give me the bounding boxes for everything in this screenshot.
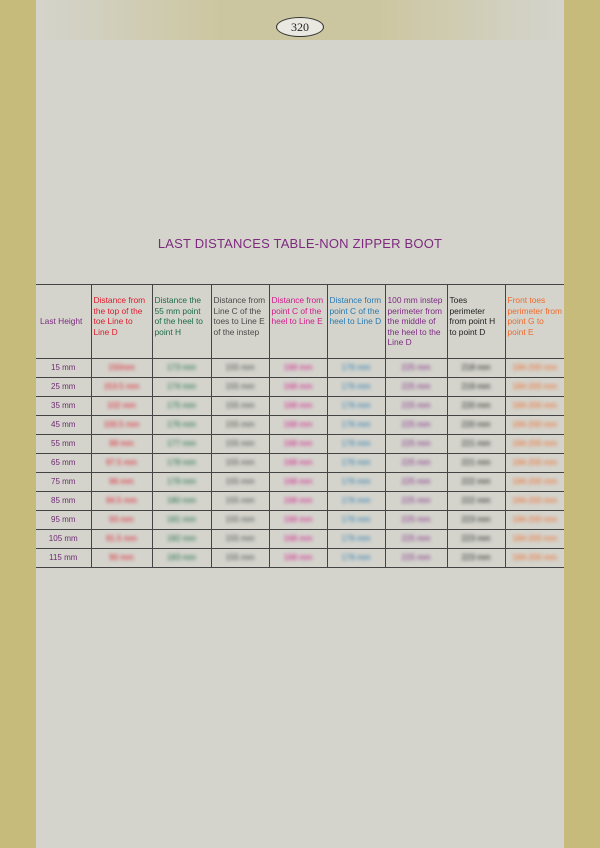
last-height-cell: 75 mm <box>51 476 76 486</box>
measurement-cell: 225 mm <box>385 435 447 454</box>
measurement-cell: 155 mm <box>211 416 269 435</box>
measurement-cell: 225 mm <box>385 530 447 549</box>
measurement-cell: 183 mm <box>152 549 211 568</box>
measurement-cell: 184-200 mm <box>505 454 564 473</box>
measurement-cell: 173 mm <box>152 359 211 378</box>
measurement-cell: 168 mm <box>269 511 327 530</box>
measurement-cell: 155 mm <box>211 473 269 492</box>
measurement-cell: 184-200 mm <box>505 435 564 454</box>
measurement-cell: 184-200 mm <box>505 378 564 397</box>
measurement-cell: 176 mm <box>327 511 385 530</box>
measurement-cell: 181 mm <box>152 511 211 530</box>
measurement-cell: 222 mm <box>447 492 505 511</box>
measurement-cell: 184-200 mm <box>505 492 564 511</box>
measurement-cell: 184-200 mm <box>505 397 564 416</box>
measurement-cell: 221 mm <box>447 435 505 454</box>
measurement-cell: 184-200 mm <box>505 359 564 378</box>
measurement-cell: 179 mm <box>152 473 211 492</box>
header-point-c-to-line-e: Distance from point C of the heel to Line E <box>269 285 327 359</box>
measurement-cell: 155 mm <box>211 511 269 530</box>
measurement-cell: 99 mm <box>91 435 152 454</box>
measurement-cell: 184-200 mm <box>505 511 564 530</box>
measurement-cell: 220 mm <box>447 397 505 416</box>
measurement-cell: 150mm <box>91 359 152 378</box>
header-toes-perimeter: Toes perimeter from point H to point D <box>447 285 505 359</box>
measurement-cell: 153.5 mm <box>91 378 152 397</box>
measurement-cell: 168 mm <box>269 473 327 492</box>
measurement-cell: 155 mm <box>211 397 269 416</box>
table-row <box>36 511 564 530</box>
measurement-cell: 176 mm <box>327 549 385 568</box>
last-height-cell: 95 mm <box>51 514 76 524</box>
header-point-c-to-line-d: Distance form point C of the heel to Line D <box>327 285 385 359</box>
table-row <box>36 454 564 473</box>
last-distances-table <box>36 284 564 568</box>
measurement-cell: 97.5 mm <box>91 454 152 473</box>
measurement-cell: 182 mm <box>152 530 211 549</box>
measurement-cell: 180 mm <box>152 492 211 511</box>
measurement-cell: 168 mm <box>269 454 327 473</box>
last-height-cell: 105 mm <box>48 533 78 543</box>
measurement-cell: 222 mm <box>447 473 505 492</box>
measurement-cell: 219 mm <box>447 378 505 397</box>
table-row <box>36 435 564 454</box>
measurement-cell: 168 mm <box>269 549 327 568</box>
header-heel-55mm-to-point-h: Distance the 55 mm point of the heel to point H <box>152 285 211 359</box>
measurement-cell: 100.5 mm <box>91 416 152 435</box>
measurement-cell: 90 mm <box>91 549 152 568</box>
measurement-cell: 168 mm <box>269 435 327 454</box>
table-row <box>36 416 564 435</box>
table-row <box>36 397 564 416</box>
measurement-cell: 168 mm <box>269 359 327 378</box>
table-row <box>36 359 564 378</box>
header-instep-perimeter: 100 mm instep perimeter from the middle of the heel to the Line D <box>385 285 447 359</box>
measurement-cell: 223 mm <box>447 530 505 549</box>
measurement-cell: 155 mm <box>211 530 269 549</box>
measurement-cell: 175 mm <box>152 397 211 416</box>
measurement-cell: 220 mm <box>447 416 505 435</box>
measurement-cell: 223 mm <box>447 549 505 568</box>
measurement-cell: 176 mm <box>152 416 211 435</box>
measurement-cell: 225 mm <box>385 549 447 568</box>
measurement-cell: 225 mm <box>385 511 447 530</box>
measurement-cell: 184-200 mm <box>505 473 564 492</box>
table-title: LAST DISTANCES TABLE-NON ZIPPER BOOT <box>157 236 443 251</box>
table-row <box>36 473 564 492</box>
measurement-cell: 225 mm <box>385 454 447 473</box>
last-height-cell: 25 mm <box>51 381 76 391</box>
measurement-cell: 168 mm <box>269 416 327 435</box>
measurement-cell: 225 mm <box>385 473 447 492</box>
measurement-cell: 184-200 mm <box>505 416 564 435</box>
last-height-cell: 15 mm <box>51 362 76 372</box>
measurement-cell: 94.5 mm <box>91 492 152 511</box>
table-row <box>36 492 564 511</box>
measurement-cell: 176 mm <box>327 435 385 454</box>
table-row <box>36 530 564 549</box>
measurement-cell: 155 mm <box>211 359 269 378</box>
measurement-cell: 184-200 mm <box>505 530 564 549</box>
measurement-cell: 96 mm <box>91 473 152 492</box>
header-front-toes-perimeter: Front toes perimeter from point G to point E <box>505 285 564 359</box>
measurement-cell: 93 mm <box>91 511 152 530</box>
last-height-cell: 65 mm <box>51 457 76 467</box>
header-last-height: Last Height <box>40 316 83 327</box>
measurement-cell: 155 mm <box>211 549 269 568</box>
measurement-cell: 178 mm <box>152 454 211 473</box>
measurement-cell: 218 mm <box>447 359 505 378</box>
measurement-cell: 168 mm <box>269 397 327 416</box>
last-height-cell: 35 mm <box>51 400 76 410</box>
measurement-cell: 176 mm <box>327 492 385 511</box>
last-height-cell: 85 mm <box>51 495 76 505</box>
measurement-cell: 91.5 mm <box>91 530 152 549</box>
measurement-cell: 168 mm <box>269 530 327 549</box>
header-toe-line-to-line-d: Distance from the top of the toe Line to Line D <box>91 285 152 359</box>
measurement-cell: 225 mm <box>385 378 447 397</box>
table-row <box>36 549 564 568</box>
measurement-cell: 225 mm <box>385 397 447 416</box>
last-height-cell: 45 mm <box>51 419 76 429</box>
measurement-cell: 168 mm <box>269 378 327 397</box>
measurement-cell: 102 mm <box>91 397 152 416</box>
measurement-cell: 184-200 mm <box>505 549 564 568</box>
measurement-cell: 168 mm <box>269 492 327 511</box>
measurement-cell: 176 mm <box>327 378 385 397</box>
measurement-cell: 176 mm <box>327 359 385 378</box>
page-number-badge: 320 <box>276 17 324 37</box>
header-line-c-to-line-e: Distance from Line C of the toes to Line E of the instep <box>211 285 269 359</box>
last-height-cell: 115 mm <box>49 552 78 562</box>
last-height-cell: 55 mm <box>51 438 76 448</box>
measurement-cell: 176 mm <box>327 473 385 492</box>
measurement-cell: 176 mm <box>327 530 385 549</box>
table-body <box>36 359 564 568</box>
table-row <box>36 378 564 397</box>
measurement-cell: 176 mm <box>327 454 385 473</box>
measurement-cell: 155 mm <box>211 378 269 397</box>
table-header-row <box>36 285 564 359</box>
measurement-cell: 221 mm <box>447 454 505 473</box>
measurement-cell: 225 mm <box>385 492 447 511</box>
measurement-cell: 155 mm <box>211 435 269 454</box>
measurement-cell: 177 mm <box>152 435 211 454</box>
measurement-cell: 225 mm <box>385 416 447 435</box>
measurement-cell: 174 mm <box>152 378 211 397</box>
measurement-cell: 176 mm <box>327 416 385 435</box>
measurement-cell: 155 mm <box>211 454 269 473</box>
measurement-cell: 155 mm <box>211 492 269 511</box>
measurement-cell: 225 mm <box>385 359 447 378</box>
document-page <box>36 0 564 848</box>
measurement-cell: 223 mm <box>447 511 505 530</box>
measurement-cell: 176 mm <box>327 397 385 416</box>
